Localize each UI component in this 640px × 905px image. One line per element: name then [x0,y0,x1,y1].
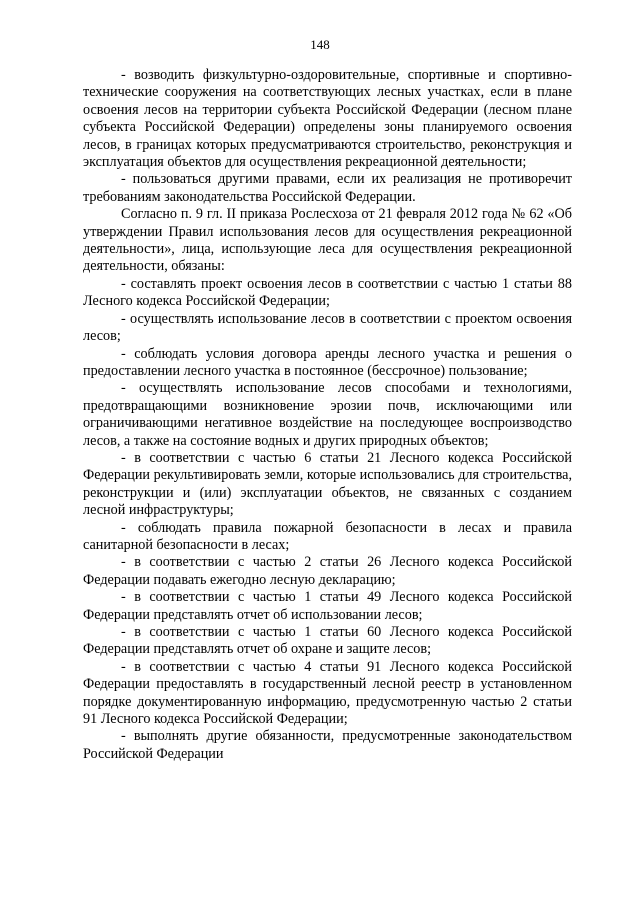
paragraph-use-report: - в соответствии с частью 1 статьи 49 Лесного кодекса Российской Федерации представлять отчет об использовании лесов; [83,589,572,623]
paragraph-forest-project: - составлять проект освоения лесов в соответствии с частью 1 статьи 88 Лесного кодекса Российской Федерации; [83,275,572,310]
page-number: 148 [310,37,330,52]
paragraph-land-recultivation: - в соответствии с частью 6 статьи 21 Лесного кодекса Российской Федерации рекультивировать земли, которые использовались для строительства, реконструкции и (или) эксплуатации объектов, не связанных с созданием лесной инфраструктуры; [83,449,572,519]
paragraph-other-duties: - выполнять другие обязанности, предусмотренные законодательством Российской Федерации [83,728,572,762]
paragraph-use-per-project: - осуществлять использование лесов в соответствии с проектом освоения лесов; [83,310,572,345]
paragraph-forest-declaration: - в соответствии с частью 2 статьи 26 Лесного кодекса Российской Федерации подавать ежегодно лесную декларацию; [83,554,572,588]
paragraph-fire-safety: - соблюдать правила пожарной безопасности в лесах и правила санитарной безопасности в лесах; [83,519,572,553]
paragraph-lease-conditions: - соблюдать условия договора аренды лесного участка и решения о предоставлении лесного участка в постоянное (бессрочное) пользование; [83,345,572,379]
paragraph-recreational-facilities: - возводить физкультурно-оздоровительные, спортивные и спортивно-технические сооружения на соответствующих лесных участках, если в плане освоения лесов на территории субъекта Российской Федерации (лесном плане субъекта Российской Федерации) определены зоны планируемого освоения лесов, в границах которых предусматриваются строительство, реконструкция и эксплуатация объектов для осуществления рекреационной деятельности; [83,67,572,171]
document-body [83,67,572,763]
paragraph-other-rights: - пользоваться другими правами, если их реализация не противоречит требованиям законодательства Российской Федерации. [83,171,572,205]
paragraph-order-reference: Согласно п. 9 гл. II приказа Рослесхоза от 21 февраля 2012 года № 62 «Об утверждении Правил использования лесов для осуществления рекреационной деятельности», лица, использующие леса для осуществления рекреационной деятельности, обязаны: [83,206,572,275]
paragraph-protection-report: - в соответствии с частью 1 статьи 60 Лесного кодекса Российской Федерации представлять отчет об охране и защите лесов; [83,624,572,658]
paragraph-erosion-prevention: - осуществлять использование лесов способами и технологиями, предотвращающими возникновение эрозии почв, исключающими или ограничивающими негативное воздействие на последующее воспроизводство лесов, а также на состояние водных и других природных объектов; [83,380,572,449]
paragraph-forest-registry: - в соответствии с частью 4 статьи 91 Лесного кодекса Российской Федерации предоставлять в государственный лесной реестр в установленном порядке документированную информацию, предусмотренную частью 2 статьи 91 Лесного кодекса Российской Федерации; [83,658,572,728]
